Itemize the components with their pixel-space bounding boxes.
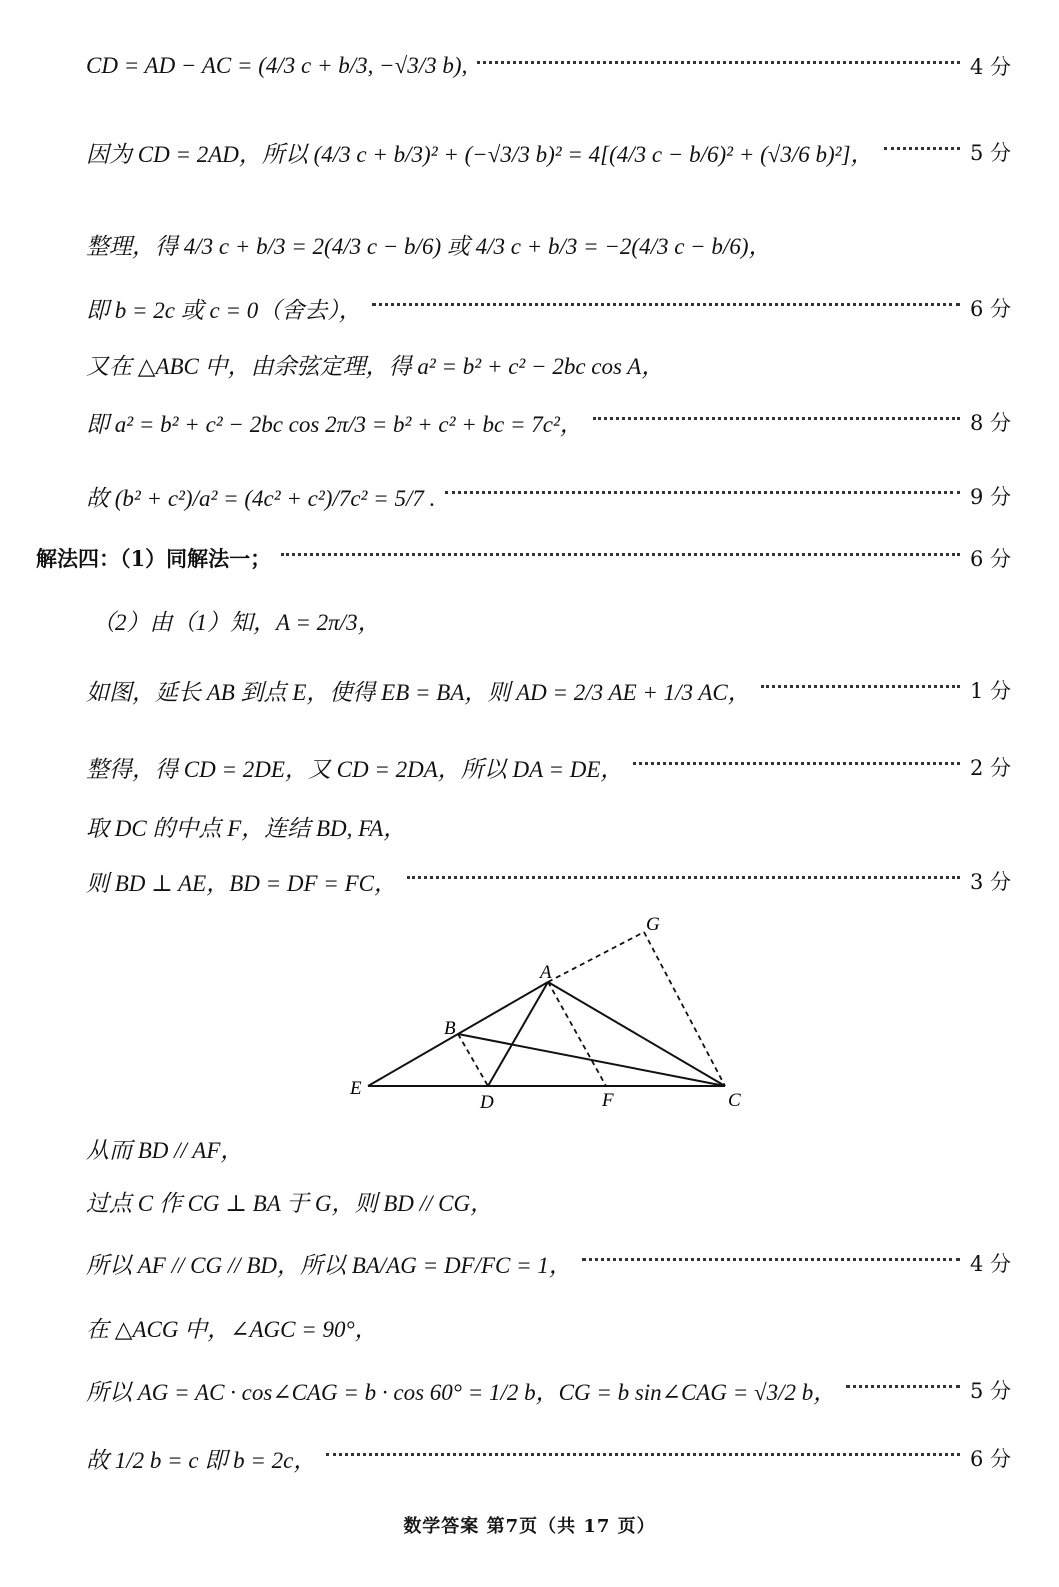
equation: 所以 AG = AC · cos∠CAG = b · cos 60° = 1/2 b，CG = b sin∠CAG = √3/2 b， — [86, 1379, 837, 1405]
label-C: C — [728, 1090, 741, 1111]
equation: 取 DC 的中点 F，连结 BD, FA， — [86, 815, 407, 841]
answer-line-2 — [86, 122, 1011, 182]
answer-line-3 — [86, 214, 1011, 274]
dot-leader — [582, 1258, 960, 1261]
label-E: E — [350, 1078, 362, 1099]
equation: 所以 AF // CG // BD，所以 BA/AG = DF/FC = 1， — [86, 1252, 572, 1278]
answer-line-18 — [86, 1360, 1011, 1420]
dot-leader — [326, 1453, 960, 1456]
dot-leader — [477, 61, 960, 64]
score-label: 4 分 — [969, 55, 1011, 79]
dot-leader — [407, 876, 960, 879]
segment-AC — [548, 982, 725, 1086]
segment-AD — [488, 982, 548, 1086]
equation: 如图，延长 AB 到点 E，使得 EB = BA，则 AD = 2/3 AE + 1/3 AC， — [86, 679, 751, 705]
label-D: D — [480, 1092, 494, 1113]
answer-line-4 — [86, 278, 1011, 338]
score-label: 6 分 — [969, 1447, 1011, 1471]
score-label: 8 分 — [969, 411, 1011, 435]
answer-line-1 — [86, 36, 1011, 96]
equation: 过点 C 作 CG ⊥ BA 于 G，则 BD // CG， — [86, 1190, 494, 1216]
segment-BD — [458, 1034, 488, 1086]
score-label: 6 分 — [969, 297, 1011, 321]
score-label: 4 分 — [969, 1252, 1011, 1276]
answer-line-16 — [86, 1233, 1011, 1293]
answer-line-17 — [86, 1297, 1011, 1357]
dot-leader — [281, 553, 960, 556]
dot-leader — [846, 1385, 960, 1388]
answer-line-10 — [86, 660, 1011, 720]
answer-line-7 — [86, 466, 1011, 526]
equation: 即 b = 2c 或 c = 0（舍去）， — [86, 297, 362, 323]
answer-line-11 — [86, 737, 1011, 797]
segment-AG — [548, 932, 644, 982]
answer-line-13 — [86, 851, 1011, 911]
dot-leader — [761, 685, 960, 688]
answer-line-5 — [86, 334, 1011, 394]
equation: 故 (b² + c²)/a² = (4c² + c²)/7c² = 5/7 . — [86, 485, 436, 511]
score-label: 5 分 — [969, 1379, 1011, 1403]
score-label: 1 分 — [969, 679, 1011, 703]
method-four-heading — [36, 528, 1011, 588]
score-label: 2 分 — [969, 756, 1011, 780]
equation: 整理，得 4/3 c + b/3 = 2(4/3 c − b/6) 或 4/3 c + b/3 = −2(4/3 c − b/6)， — [86, 233, 772, 259]
page-footer: 数学答案 第7页（共 17 页） — [403, 1516, 656, 1537]
label-F: F — [602, 1090, 614, 1111]
label-G: G — [646, 914, 660, 935]
dot-leader — [372, 303, 960, 306]
answer-line-15 — [86, 1171, 1011, 1231]
label-A: A — [540, 962, 552, 983]
equation: 则 BD ⊥ AE，BD = DF = FC， — [86, 870, 397, 896]
answer-line-12 — [86, 796, 1011, 856]
dot-leader — [884, 147, 960, 150]
score-label: 6 分 — [969, 547, 1011, 571]
equation: 从而 BD // AF， — [86, 1137, 244, 1163]
dot-leader — [593, 417, 960, 420]
score-label: 3 分 — [969, 870, 1011, 894]
label-B: B — [444, 1018, 456, 1039]
equation: 故 1/2 b = c 即 b = 2c， — [86, 1447, 317, 1473]
method-label: 解法四：（1）同解法一； — [36, 546, 272, 571]
score-label: 5 分 — [969, 141, 1011, 165]
dot-leader — [445, 491, 960, 494]
equation: 在 △ACG 中，∠AGC = 90°， — [86, 1316, 378, 1342]
answer-line-9 — [92, 590, 1011, 650]
equation: 因为 CD = 2AD，所以 (4/3 c + b/3)² + (−√3/3 b)² = 4[(4/3 c − b/6)² + (√3/6 b)²]， — [86, 141, 874, 167]
equation: 即 a² = b² + c² − 2bc cos 2π/3 = b² + c² + bc = 7c²， — [86, 411, 583, 437]
answer-line-19 — [86, 1428, 1011, 1488]
answer-line-6 — [86, 392, 1011, 452]
answer-line-14 — [86, 1118, 1011, 1178]
equation: CD = AD − AC = (4/3 c + b/3, −√3/3 b), — [86, 53, 468, 78]
segment-AF — [548, 982, 606, 1086]
equation: （2）由（1）知，A = 2π/3， — [92, 609, 381, 635]
equation: 又在 △ABC 中，由余弦定理，得 a² = b² + c² − 2bc cos A， — [86, 353, 665, 379]
geometry-figure — [340, 910, 760, 1120]
score-label: 9 分 — [969, 485, 1011, 509]
segment-BC — [458, 1034, 725, 1086]
dot-leader — [633, 762, 960, 765]
equation: 整得，得 CD = 2DE，又 CD = 2DA，所以 DA = DE， — [86, 756, 624, 782]
